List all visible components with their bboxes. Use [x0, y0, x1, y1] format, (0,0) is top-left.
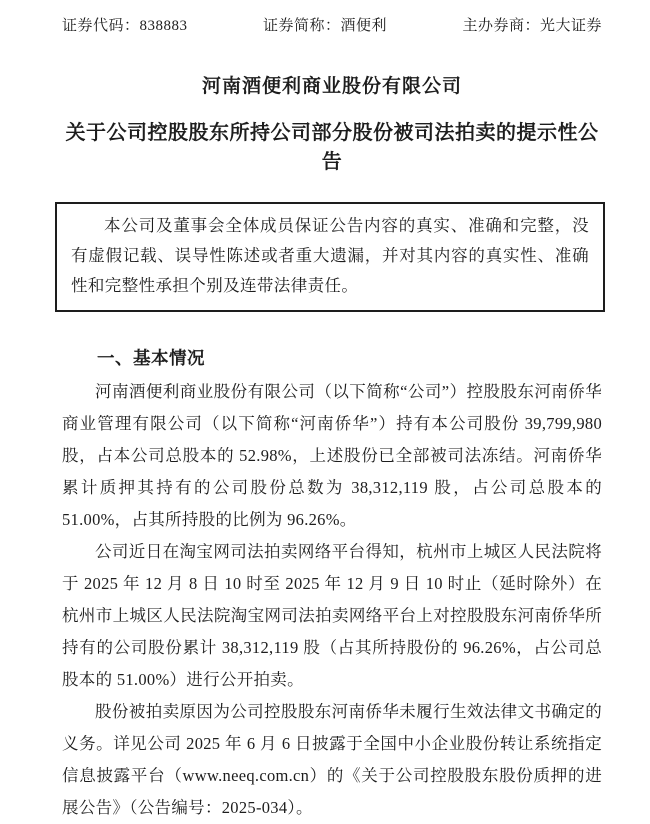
paragraph-auction-details: 公司近日在淘宝网司法拍卖网络平台得知，杭州市上城区人民法院将于 2025 年 12 月 8 日 10 时至 2025 年 12 月 9 日 10 时止（延时除外）在杭州市上城区人民法院淘宝网司法拍卖网络平台上对控股股东河南侨华所持有的公司股份累计 38,312,119 股（占其所持股份的 96.26%，占公司总股本的 51.00%）进行公开拍卖。: [62, 542, 602, 689]
stock-name-value: 酒便利: [340, 18, 387, 34]
company-name-title: 河南酒便利商业股份有限公司: [201, 76, 462, 97]
announcement-title: 关于公司控股股东所持公司部分股份被司法拍卖的提示性公告: [65, 122, 599, 173]
paragraph-shareholding-info: 河南酒便利商业股份有限公司（以下简称“公司”）控股股东河南侨华商业管理有限公司（以下简称“河南侨华”）持有本公司股份 39,799,980 股，占本公司总股本的 52.98%，上述股份已全部被司法冻结。河南侨华累计质押其持有的公司股份总数为 38,312,119 股，占公司总股本的 51.00%，占其所持股的比例为 96.26%。: [62, 382, 602, 529]
disclaimer-text: 本公司及董事会全体成员保证公告内容的真实、准确和完整，没有虚假记载、误导性陈述或者重大遗漏，并对其内容的真实性、准确性和完整性承担个别及连带法律责任。: [71, 216, 589, 295]
stock-code-label: 证券代码：: [62, 18, 140, 34]
sponsor-broker-value: 光大证券: [539, 18, 602, 34]
stock-name-label: 证券简称：: [262, 18, 341, 34]
disclaimer-box: [55, 202, 605, 312]
stock-name-item: [263, 14, 387, 35]
sponsor-broker-label: 主办券商：: [462, 18, 540, 34]
section-heading-basic-info: 一、基本情况: [97, 348, 205, 368]
document-header: [62, 14, 602, 35]
paragraph-auction-reason: 股份被拍卖原因为公司控股股东河南侨华未履行生效法律文书确定的义务。详见公司 2025 年 6 月 6 日披露于全国中小企业股份转让系统指定信息披露平台（www.neeq.com.cn）的《关于公司控股股东股份质押的进展公告》（公告编号：2025-034）。: [62, 702, 602, 817]
sponsor-broker-item: [462, 14, 602, 35]
stock-code-value: 838883: [139, 18, 188, 34]
stock-code-item: [62, 14, 188, 35]
